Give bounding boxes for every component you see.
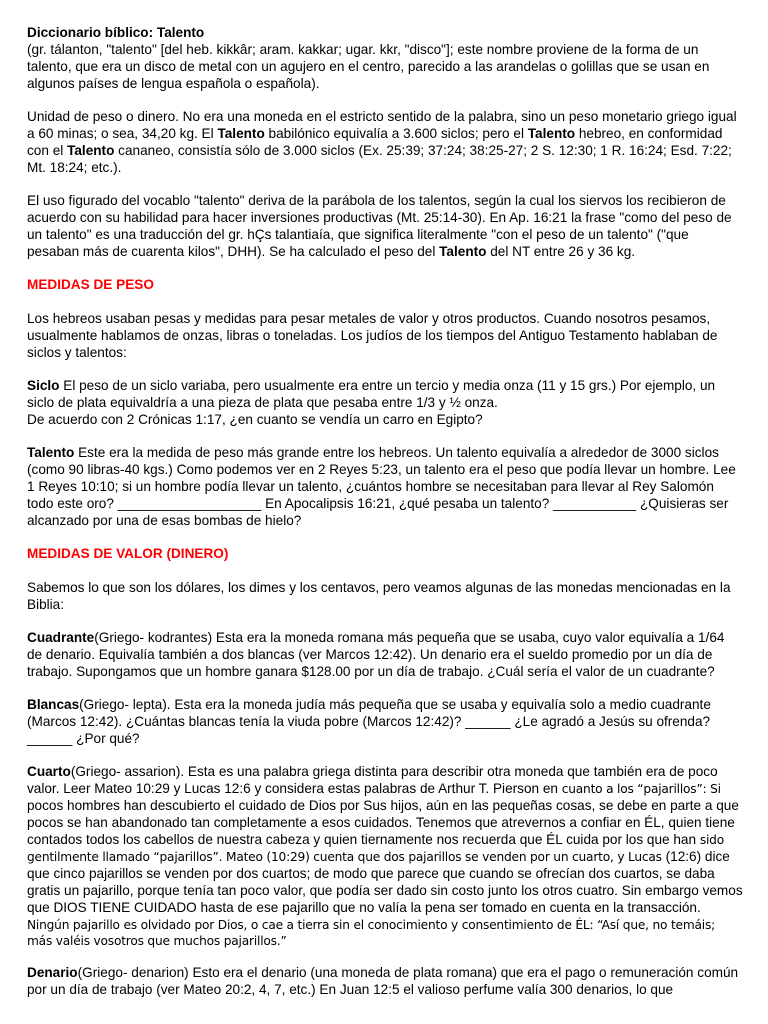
unidad-paragraph: Unidad de peso o dinero. No era una moneda en el estricto sentido de la palabra, sino un peso monetario griego igual a 60 minas; o sea, 34,20 kg. El Talento babilónico equivalía a 3.600 siclos; pero el Talento hebreo, en conformidad con el Talento cananeo, consistía sólo de 3.000 siclos (Ex. 25:39; 37:24; 38:25-27; 2 S. 12:30; 1 R. 16:24; Esd. 7:22; Mt. 18:24; etc.). bbox=[27, 109, 737, 175]
figurado-paragraph: El uso figurado del vocablo "talento" deriva de la parábola de los talentos, según la cual los siervos los recibieron de acuerdo con su habilidad para hacer inversiones productivas (Mt. 25:14-30). En Ap. 16:21 la frase "como del peso de un talento" es una traducción del gr. hÇs talantiaía, que significa literalmente "con el peso de un talento" ("que pesaban más de cuarenta kilos", DHH). Se ha calculado el peso del Talento del NT entre 26 y 36 kg. bbox=[27, 193, 732, 259]
document-page bbox=[27, 25, 743, 999]
document-title: Diccionario bíblico: Talento bbox=[27, 25, 205, 40]
valor-intro-paragraph: Sabemos lo que son los dólares, los dimes y los centavos, pero veamos algunas de las monedas mencionadas en la Biblia: bbox=[27, 579, 731, 612]
denario-paragraph: Denario(Griego- denarion) Esto era el denario (una moneda de plata romana) que era el pago o remuneración común por un día de trabajo (ver Mateo 20:2, 4, 7, etc.) En Juan 12:5 el valioso perfume valía 300 denarios, lo que bbox=[27, 965, 739, 997]
blancas-paragraph: Blancas(Griego- lepta). Esta era la moneda judía más pequeña que se usaba y equivalía solo a medio cuadrante (Marcos 12:42). ¿Cuántas blancas tenía la viuda pobre (Marcos 12:42)? ______ ¿Le agradó a Jesús su ofrenda? ______ ¿Por qué? bbox=[27, 697, 711, 746]
cuadrante-paragraph: Cuadrante(Griego- kodrantes) Esta era la moneda romana más pequeña que se usaba, cuyo valor equivalía a 1/64 de denario. Equivalía también a dos blancas (ver Marcos 12:42). Un denario era el sueldo promedio por un día de trabajo. Supongamos que un hombre ganara $128.00 por un día de trabajo. ¿Cuál sería el valor de un cuadrante? bbox=[27, 629, 725, 679]
siclo-paragraph: Siclo El peso de un siclo variaba, pero usualmente era entre un tercio y media onza (11 y 15 grs.) Por ejemplo, un siclo de plata equivaldría a una pieza de plata que pesaba entre 1/3 y ½ onza. De acuerdo con 2 Crónicas 1:17, ¿en cuanto se vendía un carro en Egipto? bbox=[27, 378, 716, 427]
heading-medidas-peso: MEDIDAS DE PESO bbox=[27, 277, 154, 293]
talento-paragraph: Talento Este era la medida de peso más grande entre los hebreos. Un talento equivalía a alrededor de 3000 siclos (como 90 libras-40 kgs.) Como podemos ver en 2 Reyes 5:23, un talento era el peso que podía llevar un hombre. Lee 1 Reyes 10:10; si un hombre podía llevar un talento, ¿cuántos hombre se necesitaban para llevar al Rey Salomón todo este oro? ___________________ En Apocalipsis 16:21, ¿qué pesaba un talento? ___________ ¿Quisieras ser alcanzado por una de esas bombas de hielo? bbox=[27, 445, 736, 528]
cuarto-paragraph: Cuarto(Griego- assarion). Esta es una palabra griega distinta para describir otra moneda que también era de poco valor. Leer Mateo 10:29 y Lucas 12:6 y considera estas palabras de Arthur T. Pierson en cuanto a los “pajarillos”: Si pocos hombres han descubierto el cuidado de Dios por Sus hijos, aún en las pequeñas cosas, se debe en parte a que pocos se han abandonado tan completamente a esos cuidados. Tenemos que atrevernos a confiar en ÉL, quien tiene contados todos los cabellos de nuestra cabeza y quien tiernamente nos recuerda que ÉL cuida por los que han sido gentilmente llamado “pajarillos”. Mateo (10:29) cuenta que dos pajarillos se venden por un cuarto, y Lucas (12:6) dice que cinco pajarillos se venden por dos cuartos; de modo que parece que cuando se ofrecían dos cuartos, se daba gratis un pajarillo, porque tenía tan poco valor, que podía ser dado sin costo junto los otros cuatro. Sin embargo vemos que DIOS TIENE CUIDADO hasta de ese pajarillo que no valía la pena ser tomado en cuenta en la transacción. bbox=[27, 764, 743, 915]
peso-intro-paragraph: Los hebreos usaban pesas y medidas para pesar metales de valor y otros productos. Cuando nosotros pesamos, usualmente hablamos de onzas, libras o toneladas. Los judíos de los tiempos del Antiguo Testamento hablaban de siclos y talentos: bbox=[27, 310, 718, 360]
intro-paragraph: (gr. tálanton, "talento" [del heb. kikkâr; aram. kakkar; ugar. kkr, "disco"]; este nombre proviene de la forma de un talento, que era un disco de metal con un agujero en el centro, parecido a las arandelas o golillas que se usan en algunos países de lengua española o española). bbox=[27, 41, 710, 91]
cuarto-note: Ningún pajarillo es olvidado por Dios, o cae a tierra sin el conocimiento y consentimiento de ÉL: “Así que, no temáis; más valéis vosotros que muchos pajarillos.” bbox=[27, 917, 715, 948]
heading-medidas-valor: MEDIDAS DE VALOR (DINERO) bbox=[27, 546, 229, 562]
